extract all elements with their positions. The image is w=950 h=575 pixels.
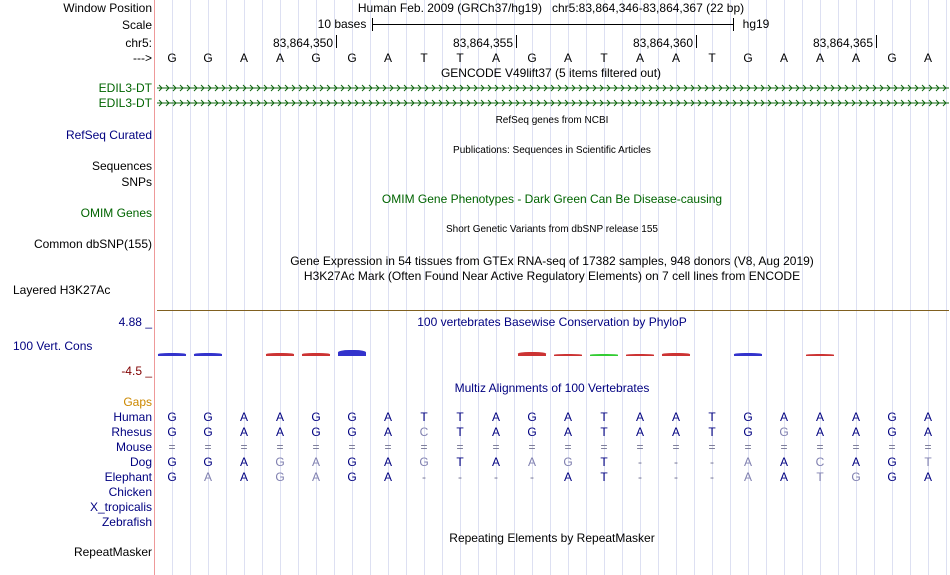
alignment-base: A bbox=[239, 410, 248, 424]
sequence-base: T bbox=[420, 51, 428, 65]
alignment-base: G bbox=[851, 470, 861, 484]
coordinate-tick bbox=[696, 35, 697, 48]
alignment-base: G bbox=[311, 410, 321, 424]
species-label[interactable]: X_tropicalis bbox=[89, 500, 152, 514]
conservation-glyph bbox=[806, 354, 834, 356]
conservation-glyph bbox=[590, 354, 618, 356]
alignment-base: G bbox=[203, 410, 213, 424]
coordinate-tick-label: 83,864,365 bbox=[812, 36, 873, 50]
alignment-base: G bbox=[347, 425, 357, 439]
gene-feature-edil3-dt-1[interactable] bbox=[157, 81, 949, 95]
alignment-base: T bbox=[600, 470, 608, 484]
alignment-base: G bbox=[887, 410, 897, 424]
scale-bar-left-tick bbox=[372, 18, 373, 31]
alignment-base: G bbox=[743, 410, 753, 424]
conservation-glyph bbox=[734, 353, 762, 356]
alignment-base: = bbox=[672, 440, 680, 454]
alignment-base: T bbox=[600, 425, 608, 439]
alignment-base: G bbox=[527, 410, 537, 424]
species-label[interactable]: Chicken bbox=[108, 485, 152, 499]
alignment-base: A bbox=[383, 455, 392, 469]
coordinate-tick bbox=[516, 35, 517, 48]
alignment-base: A bbox=[851, 410, 860, 424]
publications-track-title: Publications: Sequences in Scientific Articles bbox=[453, 145, 651, 156]
alignment-base: T bbox=[456, 425, 464, 439]
gene-strand-glyph bbox=[157, 81, 949, 95]
species-label[interactable]: Zebrafish bbox=[101, 515, 152, 529]
alignment-base: A bbox=[779, 410, 788, 424]
sequence-base: A bbox=[275, 51, 284, 65]
gaps-label: Gaps bbox=[123, 395, 152, 409]
alignment-base: A bbox=[851, 425, 860, 439]
omim-genes-label[interactable]: OMIM Genes bbox=[80, 206, 152, 220]
vert-cons-label[interactable]: 100 Vert. Cons bbox=[13, 339, 93, 353]
alignment-base: A bbox=[923, 410, 932, 424]
sequence-base: G bbox=[887, 51, 897, 65]
sequence-base: G bbox=[743, 51, 753, 65]
alignment-base: A bbox=[815, 410, 824, 424]
sequence-base: T bbox=[456, 51, 464, 65]
conservation-glyph bbox=[158, 353, 186, 356]
h3k27ac-baseline bbox=[157, 310, 949, 311]
sequence-base: G bbox=[203, 51, 213, 65]
alignment-base: T bbox=[708, 425, 716, 439]
alignment-base: G bbox=[527, 425, 537, 439]
sequence-base: A bbox=[383, 51, 392, 65]
conservation-glyph bbox=[266, 353, 294, 356]
alignment-base: G bbox=[887, 470, 897, 484]
alignment-base: A bbox=[275, 410, 284, 424]
gtex-track-title: Gene Expression in 54 tissues from GTEx RNA-seq of 17382 samples, 948 donors (V8, Aug 2019) bbox=[290, 254, 814, 268]
alignment-base: G bbox=[203, 455, 213, 469]
scale-text: 10 bases bbox=[317, 17, 367, 31]
repeatmasker-track-title: Repeating Elements by RepeatMasker bbox=[449, 531, 655, 545]
alignment-base: A bbox=[383, 470, 392, 484]
alignment-base: A bbox=[527, 455, 536, 469]
window-position-value: Human Feb. 2009 (GRCh37/hg19) chr5:83,864,346-83,864,367 (22 bp) bbox=[357, 1, 745, 15]
sequence-base: G bbox=[167, 51, 177, 65]
window-position-label: Window Position bbox=[63, 1, 152, 15]
conservation-scale-max: 4.88 _ bbox=[118, 315, 152, 329]
conservation-glyph bbox=[338, 350, 366, 356]
species-label[interactable]: Elephant bbox=[104, 470, 152, 484]
alignment-base: A bbox=[239, 425, 248, 439]
sequence-base: A bbox=[491, 51, 500, 65]
alignment-base: G bbox=[167, 425, 177, 439]
scale-label: Scale bbox=[121, 18, 152, 32]
alignment-base: A bbox=[239, 470, 248, 484]
alignment-base: A bbox=[671, 410, 680, 424]
alignment-base: - bbox=[638, 455, 642, 469]
sequence-base: A bbox=[635, 51, 644, 65]
chromosome-label: chr5: bbox=[125, 36, 152, 50]
alignment-base: - bbox=[674, 470, 678, 484]
alignment-base: = bbox=[708, 440, 716, 454]
alignment-base: = bbox=[420, 440, 428, 454]
alignment-base: - bbox=[674, 455, 678, 469]
alignment-base: G bbox=[167, 410, 177, 424]
alignment-base: G bbox=[275, 470, 285, 484]
alignment-base: T bbox=[600, 455, 608, 469]
coordinate-tick bbox=[336, 35, 337, 48]
sequence-base: T bbox=[708, 51, 716, 65]
sequence-base: A bbox=[563, 51, 572, 65]
alignment-base: - bbox=[710, 455, 714, 469]
alignment-base: A bbox=[923, 470, 932, 484]
alignment-base: A bbox=[743, 470, 752, 484]
alignment-base: A bbox=[851, 455, 860, 469]
alignment-base: = bbox=[852, 440, 860, 454]
multiz-track-title: Multiz Alignments of 100 Vertebrates bbox=[454, 381, 650, 395]
alignment-base: = bbox=[564, 440, 572, 454]
sequence-base: A bbox=[815, 51, 824, 65]
alignment-base: A bbox=[239, 455, 248, 469]
alignment-base: - bbox=[458, 470, 462, 484]
label-track-divider bbox=[154, 0, 155, 575]
scale-bar-right-tick bbox=[733, 18, 734, 31]
alignment-base: G bbox=[167, 455, 177, 469]
conservation-track-title: 100 vertebrates Basewise Conservation by PhyloP bbox=[417, 315, 687, 329]
gencode-track-title: GENCODE V49lift37 (5 items filtered out) bbox=[440, 66, 662, 80]
sequence-base: T bbox=[600, 51, 608, 65]
alignment-base: T bbox=[420, 410, 428, 424]
alignment-base: A bbox=[635, 425, 644, 439]
h3k27ac-track-title: H3K27Ac Mark (Often Found Near Active Regulatory Elements) on 7 cell lines from ENCODE bbox=[303, 269, 801, 283]
alignment-base: A bbox=[671, 425, 680, 439]
alignment-base: A bbox=[779, 470, 788, 484]
alignment-base: - bbox=[494, 470, 498, 484]
alignment-base: = bbox=[168, 440, 176, 454]
common-dbsnp-label[interactable]: Common dbSNP(155) bbox=[33, 237, 152, 251]
alignment-base: G bbox=[347, 410, 357, 424]
alignment-base: T bbox=[456, 410, 464, 424]
strand-arrow-label: ---> bbox=[133, 51, 152, 65]
alignment-base: = bbox=[348, 440, 356, 454]
alignment-base: = bbox=[816, 440, 824, 454]
alignment-base: = bbox=[456, 440, 464, 454]
alignment-base: A bbox=[311, 455, 320, 469]
alignment-base: - bbox=[422, 470, 426, 484]
gene-feature-edil3-dt-2[interactable] bbox=[157, 96, 949, 110]
alignment-base: = bbox=[636, 440, 644, 454]
alignment-base: G bbox=[275, 455, 285, 469]
alignment-base: G bbox=[347, 470, 357, 484]
scale-bar bbox=[372, 24, 734, 25]
alignment-base: = bbox=[492, 440, 500, 454]
gene-label-edil3-dt-1[interactable]: EDIL3-DT bbox=[98, 81, 152, 95]
alignment-base: A bbox=[311, 470, 320, 484]
refseq-track-title: RefSeq genes from NCBI bbox=[495, 115, 609, 126]
species-label[interactable]: Rhesus bbox=[111, 425, 152, 439]
refseq-curated-label[interactable]: RefSeq Curated bbox=[65, 128, 152, 142]
alignment-base: A bbox=[491, 455, 500, 469]
repeatmasker-label[interactable]: RepeatMasker bbox=[73, 545, 152, 559]
sequence-base: A bbox=[923, 51, 932, 65]
alignment-base: A bbox=[383, 425, 392, 439]
omim-track-title: OMIM Gene Phenotypes - Dark Green Can Be Disease-causing bbox=[381, 192, 723, 206]
alignment-base: A bbox=[491, 410, 500, 424]
alignment-base: G bbox=[887, 455, 897, 469]
alignment-base: G bbox=[311, 425, 321, 439]
sequence-base: A bbox=[851, 51, 860, 65]
conservation-glyph bbox=[626, 354, 654, 356]
alignment-base: G bbox=[419, 455, 429, 469]
alignment-base: = bbox=[888, 440, 896, 454]
alignment-base: G bbox=[563, 455, 573, 469]
species-label[interactable]: Mouse bbox=[115, 440, 152, 454]
alignment-base: = bbox=[744, 440, 752, 454]
layered-h3k27ac-label[interactable]: Layered H3K27Ac bbox=[13, 283, 111, 297]
species-label[interactable]: Human bbox=[113, 410, 152, 424]
alignment-base: A bbox=[563, 425, 572, 439]
alignment-base: A bbox=[275, 425, 284, 439]
alignment-base: = bbox=[780, 440, 788, 454]
sequence-base: A bbox=[239, 51, 248, 65]
scale-assembly: hg19 bbox=[742, 17, 770, 31]
alignment-base: T bbox=[456, 455, 464, 469]
alignment-base: A bbox=[743, 455, 752, 469]
sequences-label[interactable]: Sequences bbox=[91, 159, 152, 173]
conservation-glyph bbox=[518, 352, 546, 356]
alignment-base: T bbox=[600, 410, 608, 424]
alignment-base: A bbox=[779, 455, 788, 469]
alignment-base: = bbox=[600, 440, 608, 454]
alignment-base: G bbox=[203, 425, 213, 439]
alignment-base: G bbox=[347, 455, 357, 469]
alignment-base: - bbox=[530, 470, 534, 484]
alignment-base: A bbox=[203, 470, 212, 484]
species-label[interactable]: Dog bbox=[129, 455, 152, 469]
dbsnp-track-title: Short Genetic Variants from dbSNP release 155 bbox=[446, 224, 658, 235]
alignment-base: G bbox=[779, 425, 789, 439]
sequence-base: G bbox=[347, 51, 357, 65]
conservation-glyph bbox=[194, 353, 222, 356]
gene-strand-glyph bbox=[157, 96, 949, 110]
alignment-base: = bbox=[312, 440, 320, 454]
alignment-base: = bbox=[276, 440, 284, 454]
alignment-base: = bbox=[240, 440, 248, 454]
alignment-base: = bbox=[384, 440, 392, 454]
alignment-base: A bbox=[923, 425, 932, 439]
alignment-base: G bbox=[167, 470, 177, 484]
snps-label[interactable]: SNPs bbox=[121, 175, 152, 189]
conservation-glyph bbox=[302, 353, 330, 356]
alignment-base: C bbox=[815, 455, 825, 469]
alignment-base: = bbox=[924, 440, 932, 454]
sequence-base: A bbox=[671, 51, 680, 65]
alignment-base: T bbox=[924, 455, 932, 469]
alignment-base: = bbox=[204, 440, 212, 454]
alignment-base: - bbox=[710, 470, 714, 484]
coordinate-tick bbox=[876, 35, 877, 48]
alignment-base: A bbox=[563, 470, 572, 484]
alignment-base: G bbox=[743, 425, 753, 439]
conservation-glyph bbox=[554, 354, 582, 356]
coordinate-tick-label: 83,864,355 bbox=[452, 36, 513, 50]
sequence-base: A bbox=[779, 51, 788, 65]
conservation-scale-min: -4.5 _ bbox=[121, 364, 152, 378]
sequence-base: G bbox=[527, 51, 537, 65]
coordinate-tick-label: 83,864,360 bbox=[632, 36, 693, 50]
alignment-base: A bbox=[491, 425, 500, 439]
alignment-base: A bbox=[383, 410, 392, 424]
alignment-base: A bbox=[635, 410, 644, 424]
alignment-base: A bbox=[815, 425, 824, 439]
alignment-base: - bbox=[638, 470, 642, 484]
sequence-base: G bbox=[311, 51, 321, 65]
alignment-base: C bbox=[419, 425, 429, 439]
alignment-base: G bbox=[887, 425, 897, 439]
conservation-glyph bbox=[662, 353, 690, 356]
coordinate-tick-label: 83,864,350 bbox=[272, 36, 333, 50]
gene-label-edil3-dt-2[interactable]: EDIL3-DT bbox=[98, 96, 152, 110]
alignment-base: T bbox=[708, 410, 716, 424]
alignment-base: T bbox=[816, 470, 824, 484]
alignment-base: A bbox=[563, 410, 572, 424]
alignment-base: = bbox=[528, 440, 536, 454]
